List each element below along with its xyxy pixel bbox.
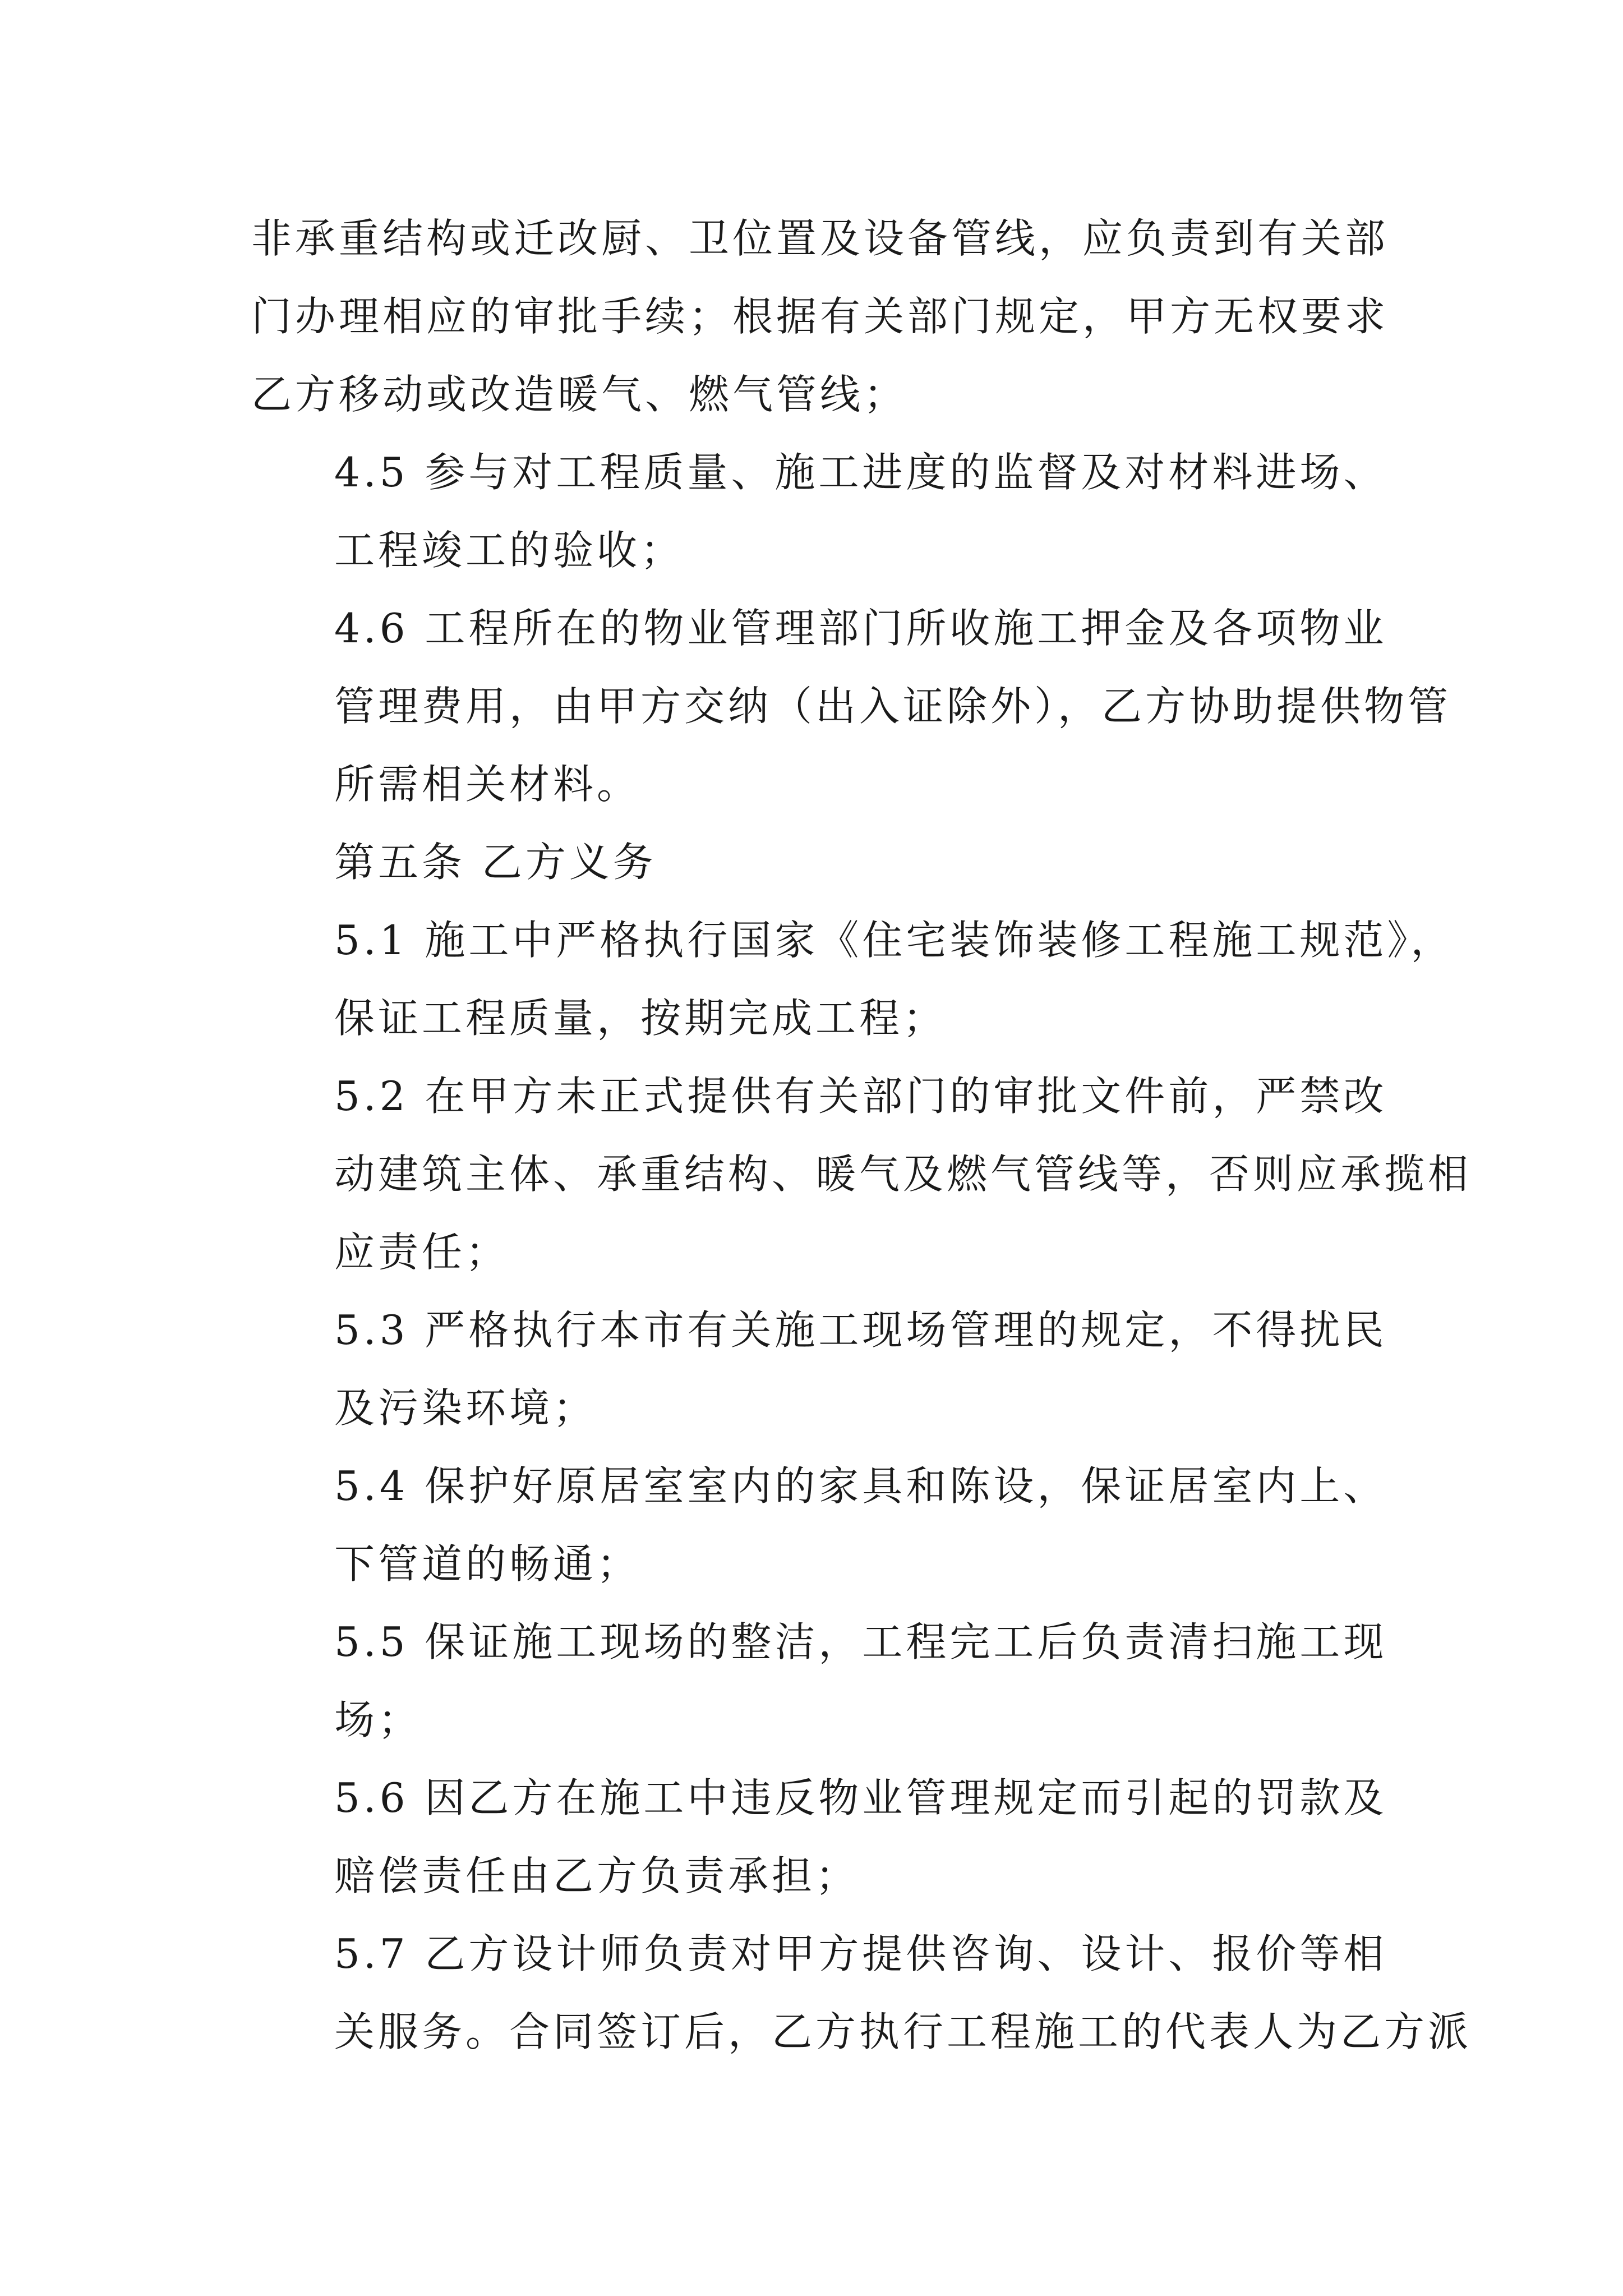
- text-line: 关服务。合同签订后，乙方执行工程施工的代表人为乙方派: [334, 2008, 1472, 2055]
- paragraph-5-5: [251, 1603, 1429, 1759]
- paragraph-5-7: [251, 1915, 1472, 2071]
- document-body: [251, 200, 1472, 2071]
- paragraph-continuation-4-4: [251, 200, 1429, 434]
- text-line: 赔偿责任由乙方负责承担；: [334, 1852, 860, 1899]
- text-line: 下管道的畅通；: [334, 1540, 641, 1588]
- text-line: 场；: [334, 1696, 422, 1743]
- text-line: 管理费用，由甲方交纳（出入证除外），乙方协助提供物管: [334, 683, 1452, 730]
- text-line: 4.5 参与对工程质量、施工进度的监督及对材料进场、: [334, 449, 1387, 496]
- text-line: 动建筑主体、承重结构、暖气及燃气管线等，否则应承揽相: [334, 1151, 1472, 1198]
- text-line: 5.3 严格执行本市有关施工现场管理的规定，不得扰民: [334, 1306, 1387, 1354]
- text-line: 及污染环境；: [334, 1384, 597, 1432]
- text-line: 5.2 在甲方未正式提供有关部门的审批文件前，严禁改: [334, 1073, 1387, 1120]
- text-line: 5.1 施工中严格执行国家《住宅装饰装修工程施工规范》，: [334, 917, 1455, 964]
- text-line: 非承重结构或迁改厨、卫位置及设备管线，应负责到有关部: [251, 215, 1389, 262]
- text-line: 4.6 工程所在的物业管理部门所收施工押金及各项物业: [334, 605, 1387, 652]
- paragraph-5-2: [251, 1057, 1472, 1291]
- section-heading-article-5: [251, 823, 1429, 901]
- text-line: 所需相关材料。: [334, 761, 641, 808]
- paragraph-4-6: [251, 590, 1452, 823]
- text-line: 5.5 保证施工现场的整洁，工程完工后负责清扫施工现: [334, 1618, 1387, 1665]
- text-line: 工程竣工的验收；: [334, 527, 685, 574]
- section-heading: 第五条 乙方义务: [334, 839, 657, 886]
- text-line: 乙方移动或改造暖气、燃气管线；: [251, 371, 908, 418]
- paragraph-5-4: [251, 1447, 1429, 1603]
- text-line: 5.4 保护好原居室室内的家具和陈设，保证居室内上、: [334, 1462, 1387, 1510]
- paragraph-5-3: [251, 1291, 1429, 1447]
- paragraph-5-1: [251, 901, 1455, 1057]
- paragraph-4-5: [251, 434, 1429, 590]
- text-line: 保证工程质量，按期完成工程；: [334, 995, 947, 1042]
- paragraph-5-6: [251, 1759, 1429, 1915]
- text-line: 门办理相应的审批手续；根据有关部门规定，甲方无权要求: [251, 293, 1389, 340]
- text-line: 5.7 乙方设计师负责对甲方提供咨询、设计、报价等相: [334, 1930, 1387, 1977]
- text-line: 应责任；: [334, 1228, 510, 1276]
- text-line: 5.6 因乙方在施工中违反物业管理规定而引起的罚款及: [334, 1774, 1387, 1821]
